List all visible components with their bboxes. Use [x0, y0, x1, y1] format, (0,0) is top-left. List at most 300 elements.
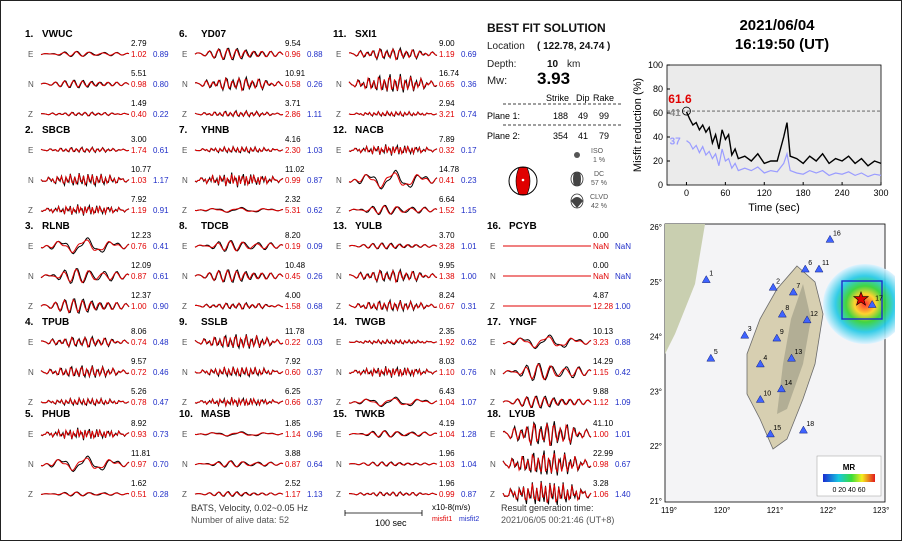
- misfit2-value: 0.96: [307, 430, 323, 439]
- solution-table: [481, 89, 626, 219]
- component-label: E: [182, 430, 188, 439]
- misfit2-value: 0.62: [461, 338, 477, 347]
- station-name: NACB: [355, 125, 384, 136]
- generation-value: 2021/06/05 00:21:46 (UT+8): [501, 515, 615, 525]
- amplitude-value: 3.71: [285, 99, 301, 108]
- misfit1-value: 0.40: [131, 110, 147, 119]
- synthetic-trace: [503, 482, 591, 502]
- component-label: N: [336, 460, 342, 469]
- misfit1-value: 0.99: [439, 490, 455, 499]
- amplitude-value: 10.48: [285, 261, 306, 270]
- best-value-label: 61.6: [668, 92, 692, 107]
- component-label: N: [490, 272, 496, 281]
- component-label: Z: [182, 206, 187, 215]
- component-label: Z: [182, 302, 187, 311]
- station-name: YHNB: [201, 125, 230, 136]
- component-label: E: [28, 338, 34, 347]
- synthetic-trace: [349, 340, 437, 344]
- component-label: N: [182, 460, 188, 469]
- misfit1-value: 0.98: [593, 460, 609, 469]
- amplitude-value: 4.87: [593, 291, 609, 300]
- component-label: E: [336, 242, 342, 251]
- station-name: YNGF: [509, 317, 537, 328]
- amplitude-value: 14.78: [439, 165, 460, 174]
- component-label: N: [182, 176, 188, 185]
- amplitude-value: 7.92: [131, 195, 147, 204]
- misfit2-value: 1.11: [307, 110, 322, 119]
- synthetic-trace: [41, 367, 129, 376]
- amplitude-value: 9.54: [285, 39, 301, 48]
- misfit1-value: 0.87: [131, 272, 147, 281]
- synthetic-trace: [195, 492, 283, 496]
- misfit1-value: 0.51: [131, 490, 147, 499]
- station-panel-yd07: [179, 29, 323, 119]
- plane2-dip: 41: [578, 131, 589, 141]
- misfit1-value: 1.04: [439, 430, 455, 439]
- misfit2-value: 0.70: [153, 460, 169, 469]
- misfit1-value: 1.04: [439, 398, 455, 407]
- synthetic-trace: [195, 174, 283, 185]
- lat-label: 22°: [649, 442, 662, 452]
- misfit1-value: 3.28: [439, 242, 455, 251]
- misfit2-value: 0.37: [307, 368, 323, 377]
- misfit1-value: 1.12: [593, 398, 609, 407]
- misfit1-legend: misfit1: [432, 516, 453, 523]
- misfit1-value: 0.76: [131, 242, 147, 251]
- misfit1-value: 1.58: [285, 302, 301, 311]
- misfit1-value: 0.78: [131, 398, 147, 407]
- station-number: 18.: [487, 409, 501, 420]
- amplitude-value: 8.24: [439, 291, 455, 300]
- misfit2-value: 0.26: [307, 272, 323, 281]
- mw-value: 3.93: [537, 69, 571, 88]
- header-dip: Dip: [576, 93, 590, 103]
- y-axis-label: Misfit reduction (%): [632, 77, 644, 173]
- x-tick-label: 240: [834, 188, 850, 198]
- amplitude-value: 2.32: [285, 195, 301, 204]
- misfit1-value: NaN: [593, 272, 610, 281]
- lon-label: 121°: [766, 506, 784, 515]
- header-rake: Rake: [593, 93, 615, 103]
- synthetic-trace: [349, 49, 437, 59]
- synthetic-trace: [41, 148, 129, 152]
- station-number-label: 5: [713, 349, 718, 357]
- station-name: SXI1: [355, 29, 377, 40]
- misfit2-value: 0.09: [307, 242, 323, 251]
- best-fit-title: BEST FIT SOLUTION: [487, 21, 606, 35]
- amplitude-value: 1.96: [439, 449, 455, 458]
- amplitude-value: 5.51: [131, 69, 147, 78]
- misfit2-value: NaN: [615, 272, 632, 281]
- station-name: TDCB: [201, 221, 229, 232]
- generation-label: Result generation time:: [501, 503, 594, 513]
- component-label: Z: [490, 302, 495, 311]
- component-label: E: [182, 242, 188, 251]
- misfit1-value: 1.19: [439, 50, 455, 59]
- misfit1-value: 0.74: [131, 338, 147, 347]
- best-fit-block: [487, 21, 627, 35]
- station-number-label: 16: [833, 230, 841, 238]
- misfit2-value: 1.40: [615, 490, 631, 499]
- mr-colorbar-ticks: 0 20 40 60: [832, 487, 866, 494]
- misfit1-value: 0.45: [285, 272, 301, 281]
- plane1-rake: 99: [599, 111, 610, 121]
- station-panel-twgb: [333, 317, 477, 407]
- synthetic-trace: [195, 147, 283, 152]
- amplitude-value: 41.10: [593, 419, 614, 428]
- footer-line2: Number of alive data: 52: [191, 515, 290, 525]
- misfit1-value: 2.30: [285, 146, 301, 155]
- misfit2-value: 0.64: [307, 460, 323, 469]
- plot-area: [667, 65, 881, 185]
- component-label: N: [182, 80, 188, 89]
- amplitude-value: 2.52: [285, 479, 301, 488]
- clvd-icon: [571, 194, 583, 208]
- amplitude-value: 12.09: [131, 261, 152, 270]
- station-number: 9.: [179, 317, 188, 328]
- synthetic-trace: [349, 302, 437, 310]
- amplitude-value: 4.19: [439, 419, 455, 428]
- station-panel-pcyb: [487, 221, 631, 311]
- misfit2-value: 0.89: [153, 50, 169, 59]
- component-label: E: [336, 338, 342, 347]
- misfit1-value: 5.31: [285, 206, 301, 215]
- station-number-label: 4: [763, 354, 768, 362]
- lon-label: 123°: [872, 506, 890, 515]
- dc-label: DC: [594, 171, 605, 178]
- mr-legend-title: MR: [842, 463, 856, 472]
- station-name: SBCB: [42, 125, 71, 136]
- clvd-value: 42 %: [591, 203, 607, 210]
- y-tick-label: 100: [647, 60, 663, 70]
- component-label: Z: [490, 490, 495, 499]
- misfit1-value: 1.03: [131, 176, 147, 185]
- station-panel-masb: [179, 409, 323, 499]
- misfit1-value: 3.23: [593, 338, 609, 347]
- station-number-label: 8: [785, 305, 790, 313]
- lat-label: 21°: [649, 497, 662, 506]
- station-number-label: 6: [808, 260, 813, 268]
- station-number: 8.: [179, 221, 188, 232]
- misfit1-value: 0.19: [285, 242, 301, 251]
- lon-label: 120°: [713, 506, 731, 515]
- component-label: Z: [336, 302, 341, 311]
- synthetic-trace: [41, 174, 129, 185]
- station-number: 12.: [333, 125, 347, 136]
- station-name: MASB: [201, 409, 231, 420]
- station-number: 15.: [333, 409, 347, 420]
- amplitude-value: 1.85: [285, 419, 301, 428]
- component-label: N: [28, 272, 34, 281]
- misfit1-value: 0.93: [131, 430, 147, 439]
- misfit2-value: 0.62: [307, 206, 323, 215]
- misfit1-value: 0.60: [285, 368, 301, 377]
- misfit2-value: 0.03: [307, 338, 323, 347]
- misfit1-value: 1.19: [131, 206, 147, 215]
- iso-value: 1 %: [593, 157, 606, 164]
- synthetic-trace: [41, 398, 129, 404]
- station-panel-tdcb: [179, 221, 323, 311]
- station-number: 16.: [487, 221, 501, 232]
- station-name: LYUB: [509, 409, 536, 420]
- station-number-label: 9: [779, 329, 784, 337]
- component-label: Z: [490, 398, 495, 407]
- misfit2-value: 0.61: [153, 146, 169, 155]
- component-label: N: [28, 368, 34, 377]
- amplitude-value: 10.77: [131, 165, 152, 174]
- station-name: PCYB: [509, 221, 537, 232]
- synthetic-trace: [349, 76, 437, 90]
- component-label: N: [336, 176, 342, 185]
- station-number-label: 14: [784, 379, 793, 387]
- amplitude-value: 6.64: [439, 195, 455, 204]
- station-number: 11.: [333, 29, 347, 40]
- x-tick-label: 60: [720, 188, 731, 198]
- amplitude-value: 2.79: [131, 39, 147, 48]
- lon-label: 119°: [661, 506, 677, 515]
- misfit1-value: 1.03: [439, 460, 455, 469]
- component-label: Z: [182, 398, 187, 407]
- misfit1-value: 0.66: [285, 398, 301, 407]
- station-number-label: 17: [875, 295, 883, 303]
- misfit2-value: 1.17: [153, 176, 169, 185]
- synthetic-trace: [195, 336, 283, 347]
- amplitude-value: 6.25: [285, 387, 301, 396]
- amplitude-value: 11.81: [131, 449, 151, 458]
- synthetic-trace: [503, 397, 591, 407]
- station-number-label: 12: [810, 310, 818, 318]
- amplitude-value: 7.92: [285, 357, 301, 366]
- misfit2-value: 0.74: [461, 110, 477, 119]
- event-time: 16:19:50 (UT): [734, 36, 830, 53]
- synthetic-trace: [195, 208, 283, 212]
- station-number-label: 18: [806, 421, 815, 429]
- synthetic-trace: [41, 338, 129, 347]
- lat-label: 25°: [649, 277, 662, 287]
- station-panel-sxi1: [333, 29, 477, 119]
- plane2-rake: 79: [599, 131, 610, 141]
- misfit2-value: 0.91: [153, 206, 169, 215]
- misfit1-value: 1.00: [593, 430, 609, 439]
- component-label: Z: [336, 490, 341, 499]
- station-panel-yngf: [487, 317, 631, 408]
- misfit1-value: 1.14: [285, 430, 301, 439]
- misfit2-value: 1.28: [461, 430, 477, 439]
- synthetic-trace: [195, 111, 283, 116]
- misfit2-value: 1.00: [461, 272, 477, 281]
- station-name: TWGB: [355, 317, 386, 328]
- amplitude-value: 4.16: [285, 135, 301, 144]
- amplitude-value: 8.92: [131, 419, 147, 428]
- station-name: RLNB: [42, 221, 70, 232]
- depth-label: Depth:: [487, 59, 517, 70]
- event-date: 2021/06/04: [739, 17, 815, 34]
- amplitude-value: 9.57: [131, 357, 147, 366]
- component-label: E: [28, 430, 34, 439]
- lat-label: 24°: [649, 332, 662, 342]
- plane1-label: Plane 1:: [487, 111, 521, 121]
- misfit2-value: 0.76: [461, 368, 477, 377]
- component-label: N: [182, 272, 188, 281]
- station-number: 6.: [179, 29, 188, 40]
- station-number-label: 7: [796, 283, 801, 291]
- misfit1-value: 1.10: [439, 368, 455, 377]
- plane1-dip: 49: [578, 111, 589, 121]
- plane1-strike: 188: [553, 111, 569, 121]
- station-name: YULB: [355, 221, 383, 232]
- x-tick-label: 180: [795, 188, 811, 198]
- synthetic-trace: [349, 146, 437, 155]
- misfit1-value: 0.67: [439, 302, 455, 311]
- misfit2-value: 0.28: [153, 490, 169, 499]
- misfit1-value: 1.74: [131, 146, 147, 155]
- station-panel-sbcb: [25, 125, 169, 216]
- station-name: YD07: [201, 29, 227, 40]
- synthetic-trace: [349, 271, 437, 282]
- misfit2-value: 1.09: [615, 398, 631, 407]
- amplitude-value: 10.91: [285, 69, 306, 78]
- amplitude-value: 0.00: [593, 231, 609, 240]
- misfit2-value: 0.73: [153, 430, 169, 439]
- component-label: Z: [28, 206, 33, 215]
- misfit2-value: 1.01: [615, 430, 631, 439]
- header-strike: Strike: [546, 93, 570, 103]
- misfit1-value: 1.00: [131, 302, 147, 311]
- misfit1-value: 2.86: [285, 110, 301, 119]
- amplitude-value: 2.94: [439, 99, 455, 108]
- misfit2-value: 0.42: [615, 368, 631, 377]
- station-name: SSLB: [201, 317, 228, 328]
- location-label: Location: [487, 41, 525, 52]
- amplitude-value: 7.89: [439, 135, 455, 144]
- lat-label: 23°: [649, 387, 662, 397]
- amplitude-value: 8.06: [131, 327, 147, 336]
- misfit1-value: 0.41: [439, 176, 455, 185]
- x-tick-label: 300: [873, 188, 889, 198]
- y-tick-label: 0: [657, 180, 663, 190]
- misfit1-value: 0.58: [285, 80, 301, 89]
- station-panel-phub: [25, 409, 169, 499]
- amplitude-value: 6.43: [439, 387, 455, 396]
- synthetic-trace: [195, 78, 283, 90]
- lat-label: 26°: [649, 223, 662, 232]
- station-panel-tpub: [25, 317, 169, 407]
- station-panel-lyub: [487, 409, 631, 505]
- misfit1-value: 1.06: [593, 490, 609, 499]
- time-scale-label: 100 sec: [375, 518, 407, 528]
- synthetic-trace: [349, 462, 437, 466]
- station-panel-rlnb: [25, 221, 169, 313]
- component-label: N: [28, 460, 34, 469]
- misfit2-value: 1.00: [615, 302, 631, 311]
- misfit1-value: 1.15: [593, 368, 609, 377]
- component-label: E: [336, 146, 342, 155]
- misfit1-value: 0.96: [285, 50, 301, 59]
- station-number-label: 1: [709, 270, 714, 278]
- misfit2-value: 0.88: [307, 50, 323, 59]
- amplitude-value: 1.49: [131, 99, 147, 108]
- lon-label: 122°: [819, 506, 837, 515]
- component-label: E: [336, 430, 342, 439]
- synthetic-trace: [503, 337, 591, 348]
- synthetic-trace: [503, 453, 591, 472]
- depth-value: 10: [547, 59, 559, 70]
- misfit1-value: 0.99: [285, 176, 301, 185]
- component-label: E: [182, 146, 188, 155]
- dc-icon: [571, 172, 583, 186]
- misfit2-value: 0.87: [461, 490, 477, 499]
- component-label: Z: [28, 302, 33, 311]
- location-value: ( 122.78, 24.74 ): [537, 41, 611, 52]
- component-label: N: [28, 80, 34, 89]
- station-name: TPUB: [42, 317, 70, 328]
- misfit2-value: 1.13: [307, 490, 323, 499]
- component-label: Z: [28, 110, 33, 119]
- component-label: E: [490, 430, 496, 439]
- component-label: E: [28, 146, 34, 155]
- station-number: 3.: [25, 221, 34, 232]
- synthetic-trace: [195, 367, 283, 375]
- dc-value: 57 %: [591, 180, 607, 187]
- synthetic-trace: [349, 398, 437, 406]
- station-number: 7.: [179, 125, 188, 136]
- y-tick-label: 20: [652, 156, 663, 166]
- y-tick-label: 60: [652, 108, 663, 118]
- component-label: E: [490, 338, 496, 347]
- station-number-label: 15: [773, 424, 782, 432]
- station-number: 4.: [25, 317, 34, 328]
- component-label: N: [182, 368, 188, 377]
- station-panel-yhnb: [179, 125, 323, 215]
- misfit2-value: 0.61: [153, 272, 169, 281]
- station-panel-vwuc: [25, 29, 169, 119]
- component-label: E: [336, 50, 342, 59]
- misfit1-value: 0.98: [131, 80, 147, 89]
- x-tick-label: 120: [756, 188, 772, 198]
- synthetic-trace: [41, 429, 129, 439]
- station-number-label: 10: [763, 390, 772, 398]
- amplitude-value: 8.20: [285, 231, 301, 240]
- component-label: Z: [182, 110, 187, 119]
- amplitude-value: 3.00: [131, 135, 147, 144]
- amplitude-value: 12.23: [131, 231, 152, 240]
- misfit2-value: 0.90: [153, 302, 169, 311]
- synthetic-trace: [195, 49, 283, 59]
- component-label: N: [336, 272, 342, 281]
- station-number-label: 3: [747, 326, 752, 334]
- synthetic-trace: [349, 112, 437, 116]
- misfit2-value: 0.87: [307, 176, 323, 185]
- amplitude-value: 4.00: [285, 291, 301, 300]
- misfit2-value: 1.03: [307, 146, 323, 155]
- component-label: N: [490, 460, 496, 469]
- component-label: E: [28, 50, 34, 59]
- component-label: Z: [336, 206, 341, 215]
- misfit2-value: 1.15: [461, 206, 477, 215]
- misfit2-value: 0.37: [307, 398, 323, 407]
- synthetic-trace: [195, 271, 283, 282]
- misfit1-value: 0.32: [439, 146, 455, 155]
- clvd-label: CLVD: [590, 194, 609, 201]
- x-axis-label: Time (sec): [748, 202, 800, 214]
- station-name: VWUC: [42, 29, 73, 40]
- synthetic-trace: [195, 398, 283, 405]
- amplitude-value: 22.99: [593, 449, 614, 458]
- amplitude-value: 12.37: [131, 291, 152, 300]
- component-label: E: [490, 242, 496, 251]
- station-panel-nacb: [333, 125, 477, 215]
- synthetic-trace: [195, 303, 283, 309]
